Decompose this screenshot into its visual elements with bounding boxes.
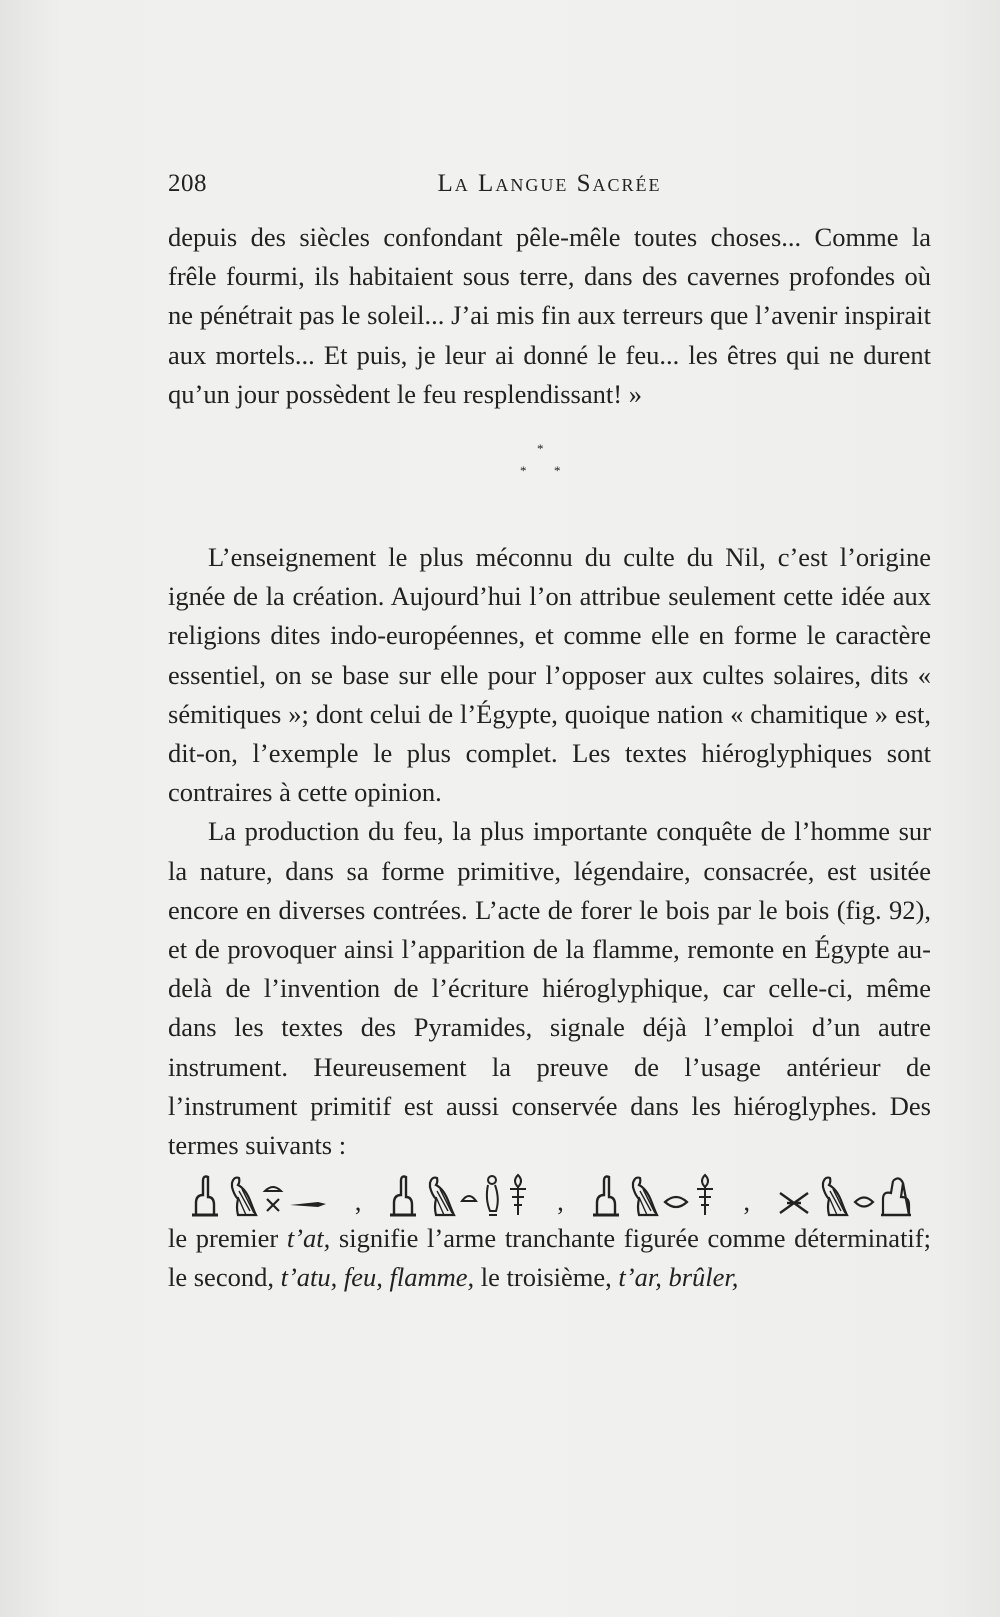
flame-brazier-glyph-icon <box>693 1173 717 1217</box>
hand-glyph-icon <box>591 1173 621 1217</box>
asterism-star-top: * <box>537 441 544 457</box>
term-tatu: t’atu, feu, flamme, <box>280 1262 475 1293</box>
fire-drill-glyph-icon <box>879 1173 913 1217</box>
paragraph-fire-origin: L’enseignement le plus méconnu du culte du Nil, c’est l’origine ignée de la création. Aujourd’hui l’on attribue seulement cette idée aux religions dites indo-européennes, et comme elle en forme le caractère essentiel, on se base sur elle pour l’opposer aux cultes solaires, dits « sémitiques »; dont celui de l’Égypte, quoique nation « chamitique » est, dit-on, l’exemple le plus complet. Les textes hiéroglyphiques sont contraires à cette opinion. <box>168 542 931 808</box>
vulture-glyph-icon <box>625 1173 659 1217</box>
mouth-glyph-icon <box>663 1187 689 1217</box>
asterism-star-left: * <box>520 463 527 479</box>
hand-glyph-icon <box>190 1173 220 1217</box>
bread-and-cross-glyph-icon <box>262 1177 284 1217</box>
hieroglyph-separator: , <box>557 1187 564 1217</box>
running-title: La Langue Sacrée <box>437 170 662 197</box>
page-number: 208 <box>168 170 207 197</box>
crossed-sticks-glyph-icon <box>777 1187 811 1217</box>
vulture-glyph-icon <box>224 1173 258 1217</box>
asterism-star-right: * <box>554 463 561 479</box>
bread-glyph-icon <box>460 1187 478 1217</box>
term-tar: t’ar, brûler, <box>618 1262 739 1293</box>
hieroglyph-word-tar <box>591 1171 717 1217</box>
definitions-text-1: le premier <box>168 1223 287 1254</box>
hieroglyph-word-tatu <box>388 1171 530 1217</box>
flame-brazier-glyph-icon <box>506 1173 530 1217</box>
vulture-glyph-icon <box>422 1173 456 1217</box>
hieroglyph-separator: , <box>743 1187 751 1217</box>
hieroglyph-line <box>168 1171 931 1217</box>
quote-paragraph: depuis des siècles confondant pêle-mêle toutes choses... Comme la frêle fourmi, ils habitaient sous terre, dans des cavernes profondes où ne pénétrait pas le soleil... J’ai mis fin aux terreurs que l’avenir inspirait aux mortels... Et puis, je leur ai donné le feu... les êtres qui ne durent qu’un jour possèdent le feu resplendissant! » <box>168 222 931 409</box>
asterism-divider <box>168 442 931 528</box>
mouth-glyph-icon <box>853 1187 875 1217</box>
hieroglyph-word-tat <box>190 1171 328 1217</box>
definitions-text-3: le troisième, <box>474 1262 619 1293</box>
knife-glyph-icon <box>288 1187 328 1217</box>
vulture-glyph-icon <box>815 1173 849 1217</box>
definitions-text-2: signifie l’arme tranchante figurée comme déterminatif; le second, <box>168 1223 931 1293</box>
hand-glyph-icon <box>388 1173 418 1217</box>
hieroglyph-separator: , <box>354 1187 362 1217</box>
hieroglyph-word-fourth <box>777 1171 913 1217</box>
paragraph-definitions <box>168 1219 931 1297</box>
quail-chick-glyph-icon <box>482 1173 502 1217</box>
page-header <box>168 170 931 206</box>
term-tat: t’at, <box>286 1223 331 1254</box>
paragraph-fire-production: La production du feu, la plus importante conquête de l’homme sur la nature, dans sa forme primitive, légendaire, consacrée, est usitée encore en diverses contrées. L’acte de forer le bois par le bois (fig. 92), et de provoquer ainsi l’apparition de la flamme, remonte en Égypte au-delà de l’invention de l’écriture hiéroglyphique, car celle-ci, même dans les textes des Pyramides, signale déjà l’emploi d’un autre instrument. Heureusement la preuve de l’usage antérieur de l’instrument primitif est aussi conservée dans les hiéroglyphes. Des termes suivants : <box>168 816 931 1161</box>
page-body <box>168 218 931 1298</box>
